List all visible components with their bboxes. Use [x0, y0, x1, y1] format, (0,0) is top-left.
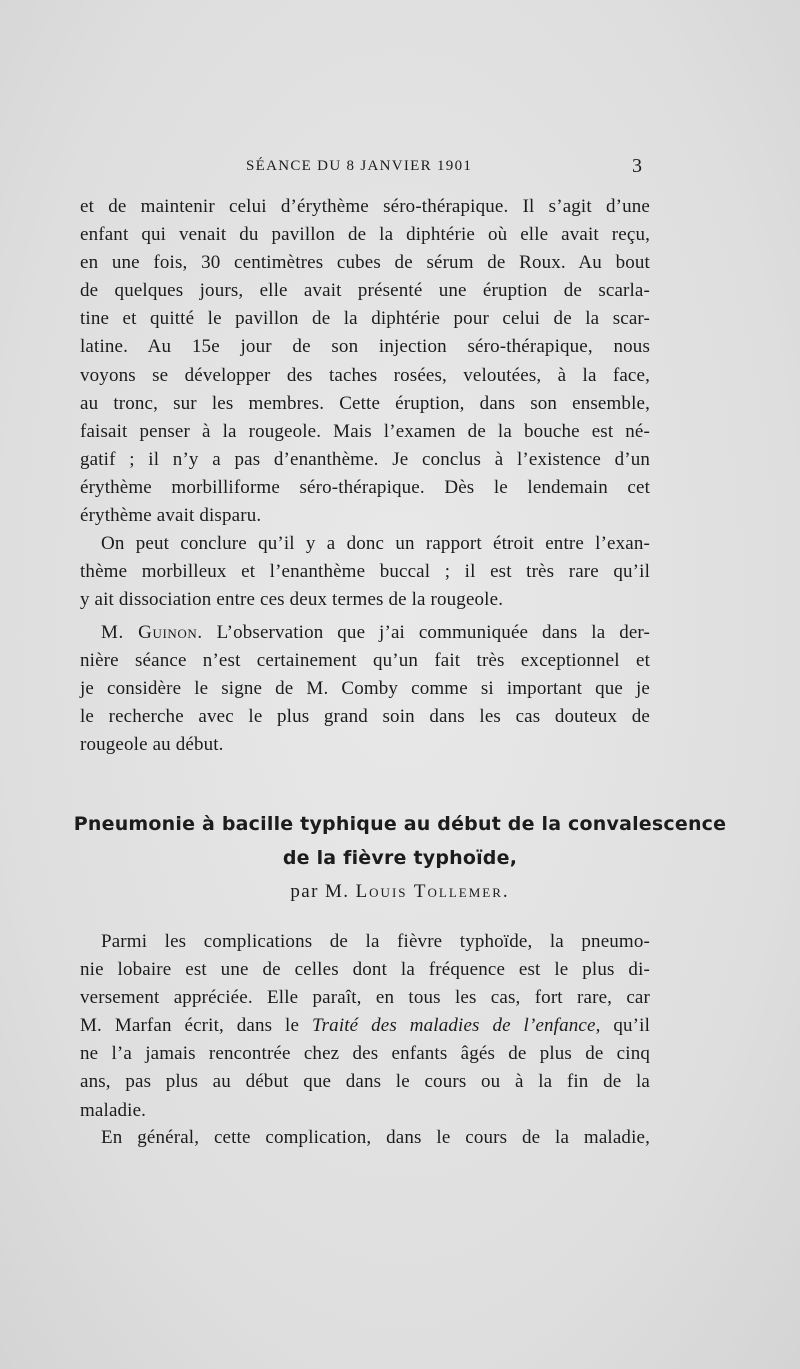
speaker-text: L’observation que j’ai communiquée dans la der-: [216, 622, 651, 643]
text-line: [80, 1012, 650, 1040]
text-line: érythème morbilliforme séro-thérapique. Dès le lendemain cet: [80, 476, 650, 498]
text-line: nière séance n’est certainement qu’un fait très exceptionnel et: [80, 650, 650, 672]
text-line: versement appréciée. Elle paraît, en tous les cas, fort rare, car: [80, 987, 650, 1009]
text-line: En général, cette complication, dans le cours de la maladie,: [101, 1127, 650, 1148]
text-run: M. Marfan écrit, dans le: [80, 1015, 312, 1037]
text-line: thème morbilleux et l’enanthème buccal ; il est très rare qu’il: [80, 561, 650, 583]
text-line: latine. Au 15e jour de son injection séro-thérapique, nous: [80, 336, 650, 358]
text-line: On peut conclure qu’il y a donc un rapport étroit entre l’exan-: [101, 533, 650, 554]
text-line: de quelques jours, elle avait présenté une éruption de scarla-: [80, 280, 650, 302]
text-line: gatif ; il n’y a pas d’enanthème. Je conclus à l’existence d’un: [80, 448, 650, 470]
paragraph-continuation: [80, 193, 650, 530]
book-title: Traité des maladies de l’enfance: [311, 1015, 596, 1037]
text-line: faisait penser à la rougeole. Mais l’examen de la bouche est né-: [80, 420, 650, 442]
text-line: ne l’a jamais rencontrée chez des enfants âgés de plus de cinq: [80, 1043, 650, 1065]
speaker-name: M. Guinon.: [101, 622, 203, 643]
running-title: SÉANCE DU 8 JANVIER 1901: [246, 158, 473, 174]
article-byline: [0, 881, 800, 903]
text-line: voyons se développer des taches rosées, veloutées, à la face,: [80, 364, 650, 386]
byline-prefix: par M.: [290, 881, 350, 902]
text-line: érythème avait disparu.: [80, 505, 262, 527]
article-title-line-1: Pneumonie à bacille typhique au début de la convalescence: [73, 813, 727, 835]
text-line: maladie.: [80, 1099, 147, 1121]
text-line: enfant qui venait du pavillon de la diphtérie où elle avait reçu,: [80, 224, 650, 246]
text-run: , qu’il: [595, 1015, 650, 1037]
text-line: rougeole au début.: [80, 734, 224, 756]
text-line: tine et quitté le pavillon de la diphtérie pour celui de la scar-: [80, 308, 650, 330]
paragraph-conclusion: [80, 530, 650, 614]
text-line: [80, 619, 650, 647]
text-line: nie lobaire est une de celles dont la fréquence est le plus di-: [80, 959, 650, 981]
article-title-line-2: de la fièvre typhoïde,: [282, 847, 518, 869]
text-line: au tronc, sur les membres. Cette éruption, dans son ensemble,: [80, 392, 650, 414]
text-line: je considère le signe de M. Comby comme si important que je: [80, 678, 650, 700]
paragraph-pneumonia: [80, 928, 650, 1125]
running-head: [0, 155, 800, 182]
text-line: et de maintenir celui d’érythème séro-thérapique. Il s’agit d’une: [80, 196, 650, 217]
text-line: Parmi les complications de la fièvre typhoïde, la pneumo-: [101, 931, 650, 952]
text-line: le recherche avec le plus grand soin dans les cas douteux de: [80, 706, 650, 728]
paragraph-guinon: [80, 619, 650, 759]
text-line: en une fois, 30 centimètres cubes de sérum de Roux. Au bout: [80, 252, 650, 274]
byline-author: Louis Tollemer.: [355, 881, 510, 902]
text-line: y ait dissociation entre ces deux termes de la rougeole.: [80, 589, 504, 611]
text-line: ans, pas plus au début que dans le cours ou à la fin de la: [80, 1071, 650, 1093]
paragraph-general: [80, 1124, 650, 1152]
page-number: 3: [632, 155, 642, 177]
